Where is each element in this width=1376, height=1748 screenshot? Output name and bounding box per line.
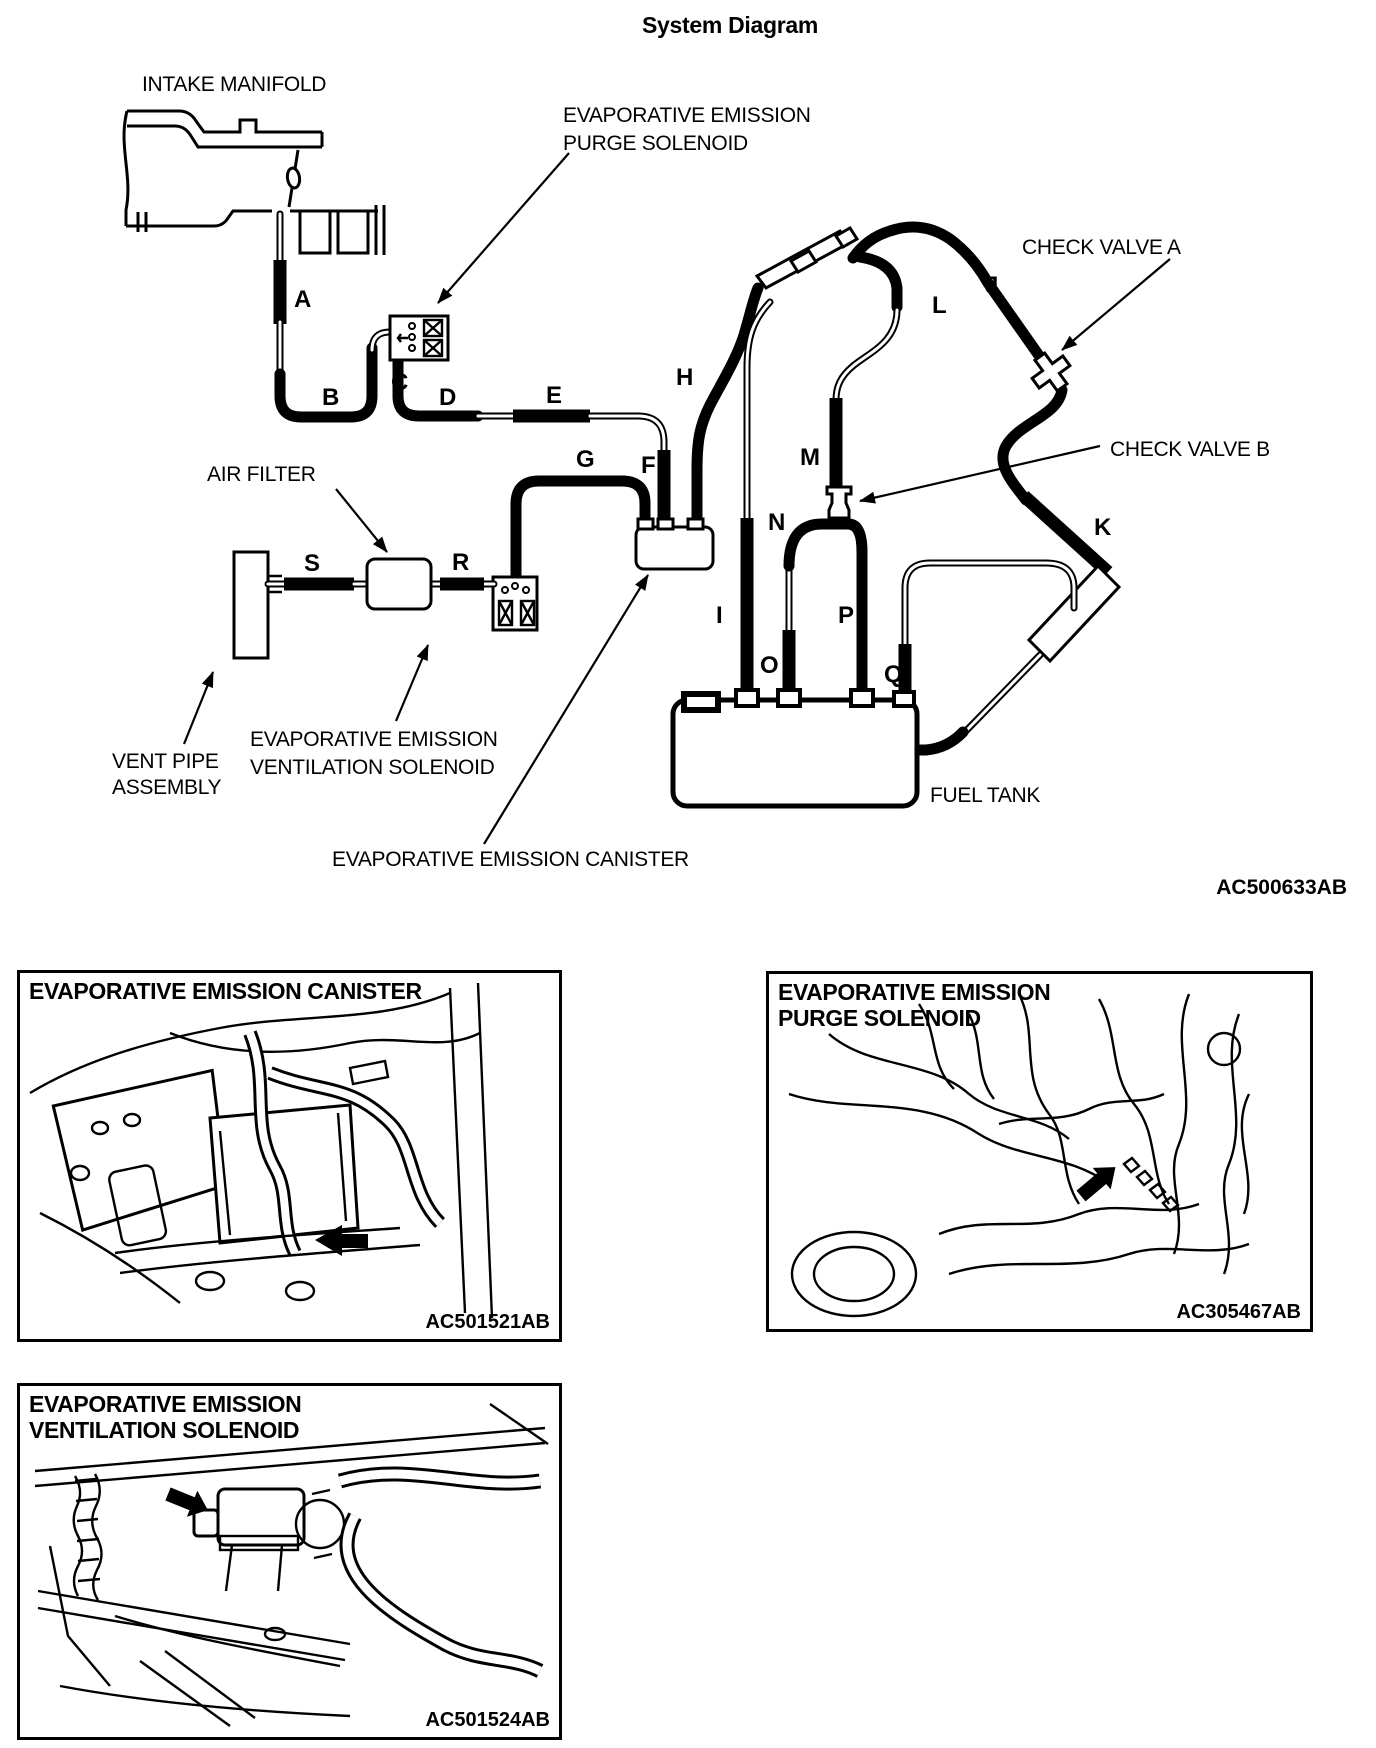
intake-manifold-drawing [124, 111, 384, 255]
hose-label-n: N [768, 509, 786, 536]
hose-label-q: Q [884, 661, 903, 688]
hose-label-k: K [1094, 514, 1112, 541]
panel-ref-code: AC501524AB [425, 1709, 550, 1731]
label-fuel-tank: FUEL TANK [930, 784, 1041, 807]
diagram-ref-code: AC500633AB [1216, 876, 1347, 899]
hose-g [516, 481, 645, 578]
label-check-valve-a: CHECK VALVE A [1022, 236, 1181, 259]
label-purge-solenoid-1: EVAPORATIVE EMISSION [563, 104, 811, 127]
canister-icon [636, 519, 713, 569]
label-vent-pipe-2: ASSEMBLY [112, 776, 222, 799]
hose-label-f: F [641, 452, 656, 479]
hose-label-d: D [439, 384, 457, 411]
ventilation-solenoid-icon [493, 577, 537, 630]
hose-label-l: L [932, 292, 947, 319]
label-canister: EVAPORATIVE EMISSION CANISTER [332, 848, 689, 871]
label-check-valve-b: CHECK VALVE B [1110, 438, 1270, 461]
panel-title-line1: EVAPORATIVE EMISSION CANISTER [29, 978, 422, 1004]
fuel-tank-icon [673, 690, 917, 806]
vent-pipe-assembly-icon [234, 552, 282, 658]
hose-label-e: E [546, 382, 563, 409]
photo-panel-canister [17, 970, 562, 1342]
hose-label-b: B [322, 384, 340, 411]
purge-solenoid-icon [390, 316, 448, 360]
hose-label-j: J [985, 272, 999, 299]
label-vent-solenoid-1: EVAPORATIVE EMISSION [250, 728, 498, 751]
air-filter-icon [367, 559, 431, 609]
label-vent-solenoid-2: VENTILATION SOLENOID [250, 756, 495, 779]
pointer-arrow [1072, 1156, 1124, 1206]
photo-panel-purge-solenoid [766, 971, 1313, 1332]
hose-l-m-n-p [789, 257, 897, 696]
hose-c-d-e-f [398, 356, 664, 524]
page-title: System Diagram [641, 12, 819, 38]
panel-title-line1: EVAPORATIVE EMISSION [29, 1391, 302, 1417]
hose-label-i: I [716, 602, 723, 629]
hose-i [747, 302, 770, 696]
hose-label-m: M [800, 444, 820, 471]
panel-ref-code: AC501521AB [425, 1311, 550, 1333]
label-air-filter: AIR FILTER [207, 463, 316, 486]
label-vent-pipe-1: VENT PIPE [112, 750, 219, 773]
hose-label-p: P [838, 602, 855, 629]
photo-panel-ventilation-solenoid [17, 1383, 562, 1740]
hose-label-c: C [391, 369, 409, 396]
panel-title-line2: PURGE SOLENOID [778, 1004, 981, 1031]
hose-label-s: S [304, 550, 321, 577]
canister-photo-art [20, 973, 559, 1339]
hose-label-g: G [576, 446, 595, 473]
label-intake-manifold: INTAKE MANIFOLD [142, 73, 327, 96]
label-purge-solenoid-2: PURGE SOLENOID [563, 132, 748, 155]
panel-ref-code: AC305467AB [1176, 1301, 1301, 1323]
panel-title-line2: VENTILATION SOLENOID [29, 1416, 300, 1443]
hose-label-h: H [676, 364, 694, 391]
hose-label-a: A [294, 286, 312, 313]
hose-label-r: R [452, 549, 470, 576]
panel-title-line1: EVAPORATIVE EMISSION [778, 979, 1051, 1005]
hose-label-o: O [760, 652, 779, 679]
